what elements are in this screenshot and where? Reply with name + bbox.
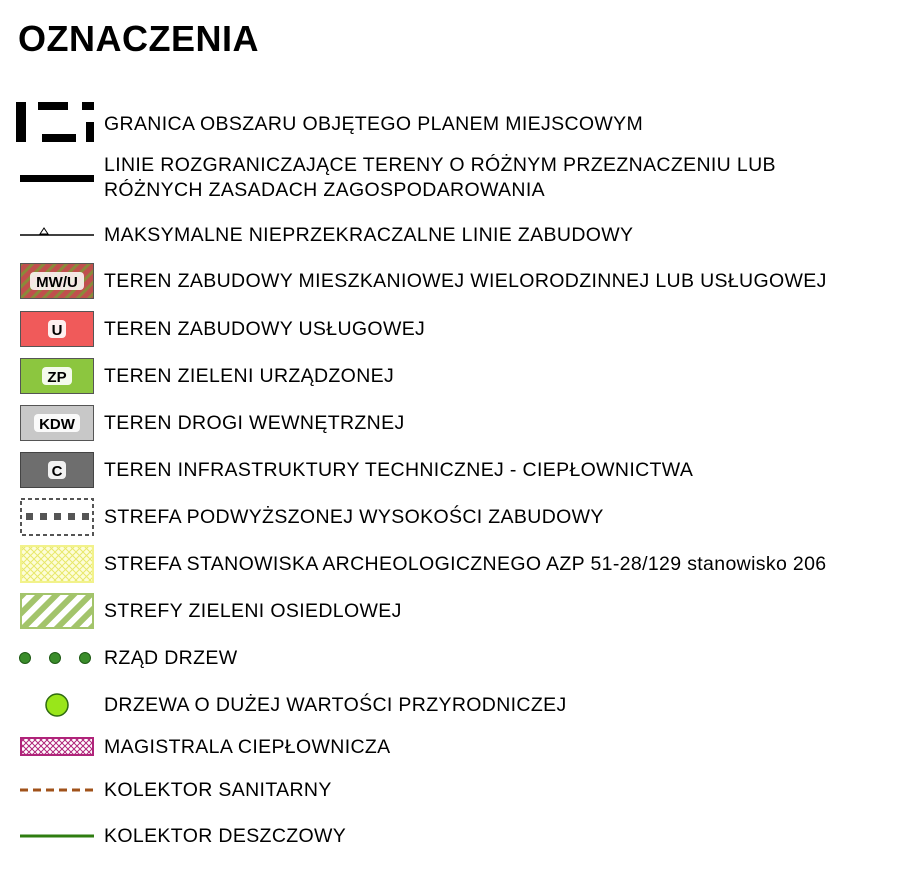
solid-green-line-icon [20,824,94,848]
legend-label: TEREN ZABUDOWY MIESZKANIOWEJ WIELORODZINNEJ LUB USŁUGOWEJ [104,270,827,292]
legend-label: TEREN ZABUDOWY USŁUGOWEJ [104,318,426,340]
patch-code: ZP [47,369,67,386]
legend-label: MAGISTRALA CIEPŁOWNICZA [104,736,391,758]
dotted-zone-icon [20,498,94,536]
dashed-brown-line-icon [20,778,94,802]
triangle-line-icon [20,223,94,239]
legend-label: MAKSYMALNE NIEPRZEKRACZALNE LINIE ZABUDOWY [104,224,634,246]
patch-code: MW/U [36,274,78,291]
legend-label: DRZEWA O DUŻEJ WARTOŚCI PRZYRODNICZEJ [104,694,567,716]
kdw-patch-icon [20,405,94,441]
legend-label: STREFA PODWYŻSZONEJ WYSOKOŚCI ZABUDOWY [104,506,604,528]
heating-main-icon [20,737,94,757]
thick-line-icon [20,175,94,183]
legend-label: GRANICA OBSZARU OBJĘTEGO PLANEM MIEJSCOWYM [104,113,644,135]
patch-code: U [51,322,63,339]
legend-label: STREFA STANOWISKA ARCHEOLOGICZNEGO AZP 51-28/129 stanowisko 206 [104,553,827,575]
u-patch-icon [20,311,94,347]
archaeology-zone-icon [20,545,94,583]
c-patch-icon [20,452,94,488]
legend-label-line2: RÓŻNYCH ZASADACH ZAGOSPODAROWANIA [104,179,545,201]
legend-label: TEREN DROGI WEWNĘTRZNEJ [104,412,405,434]
legend-label: STREFY ZIELENI OSIEDLOWEJ [104,600,402,622]
legend-label: RZĄD DRZEW [104,647,238,669]
legend-label: TEREN INFRASTRUKTURY TECHNICZNEJ - CIEPŁOWNICTWA [104,459,694,481]
legend-title: OZNACZENIA [18,18,259,59]
green-diagonal-icon [20,593,94,629]
legend-label: KOLEKTOR DESZCZOWY [104,825,347,847]
mwu-patch-icon [20,263,94,299]
legend-label-line1: LINIE ROZGRANICZAJĄCE TERENY O RÓŻNYM PRZEZNACZENIU LUB [104,154,776,176]
zp-patch-icon [20,358,94,394]
patch-code: C [51,463,63,480]
legend-label: KOLEKTOR SANITARNY [104,779,332,801]
patch-code: KDW [39,416,75,433]
boundary-symbol-icon [20,100,94,144]
legend-label: TEREN ZIELENI URZĄDZONEJ [104,365,395,387]
valuable-tree-icon [20,690,94,720]
tree-row-icon [20,646,94,670]
